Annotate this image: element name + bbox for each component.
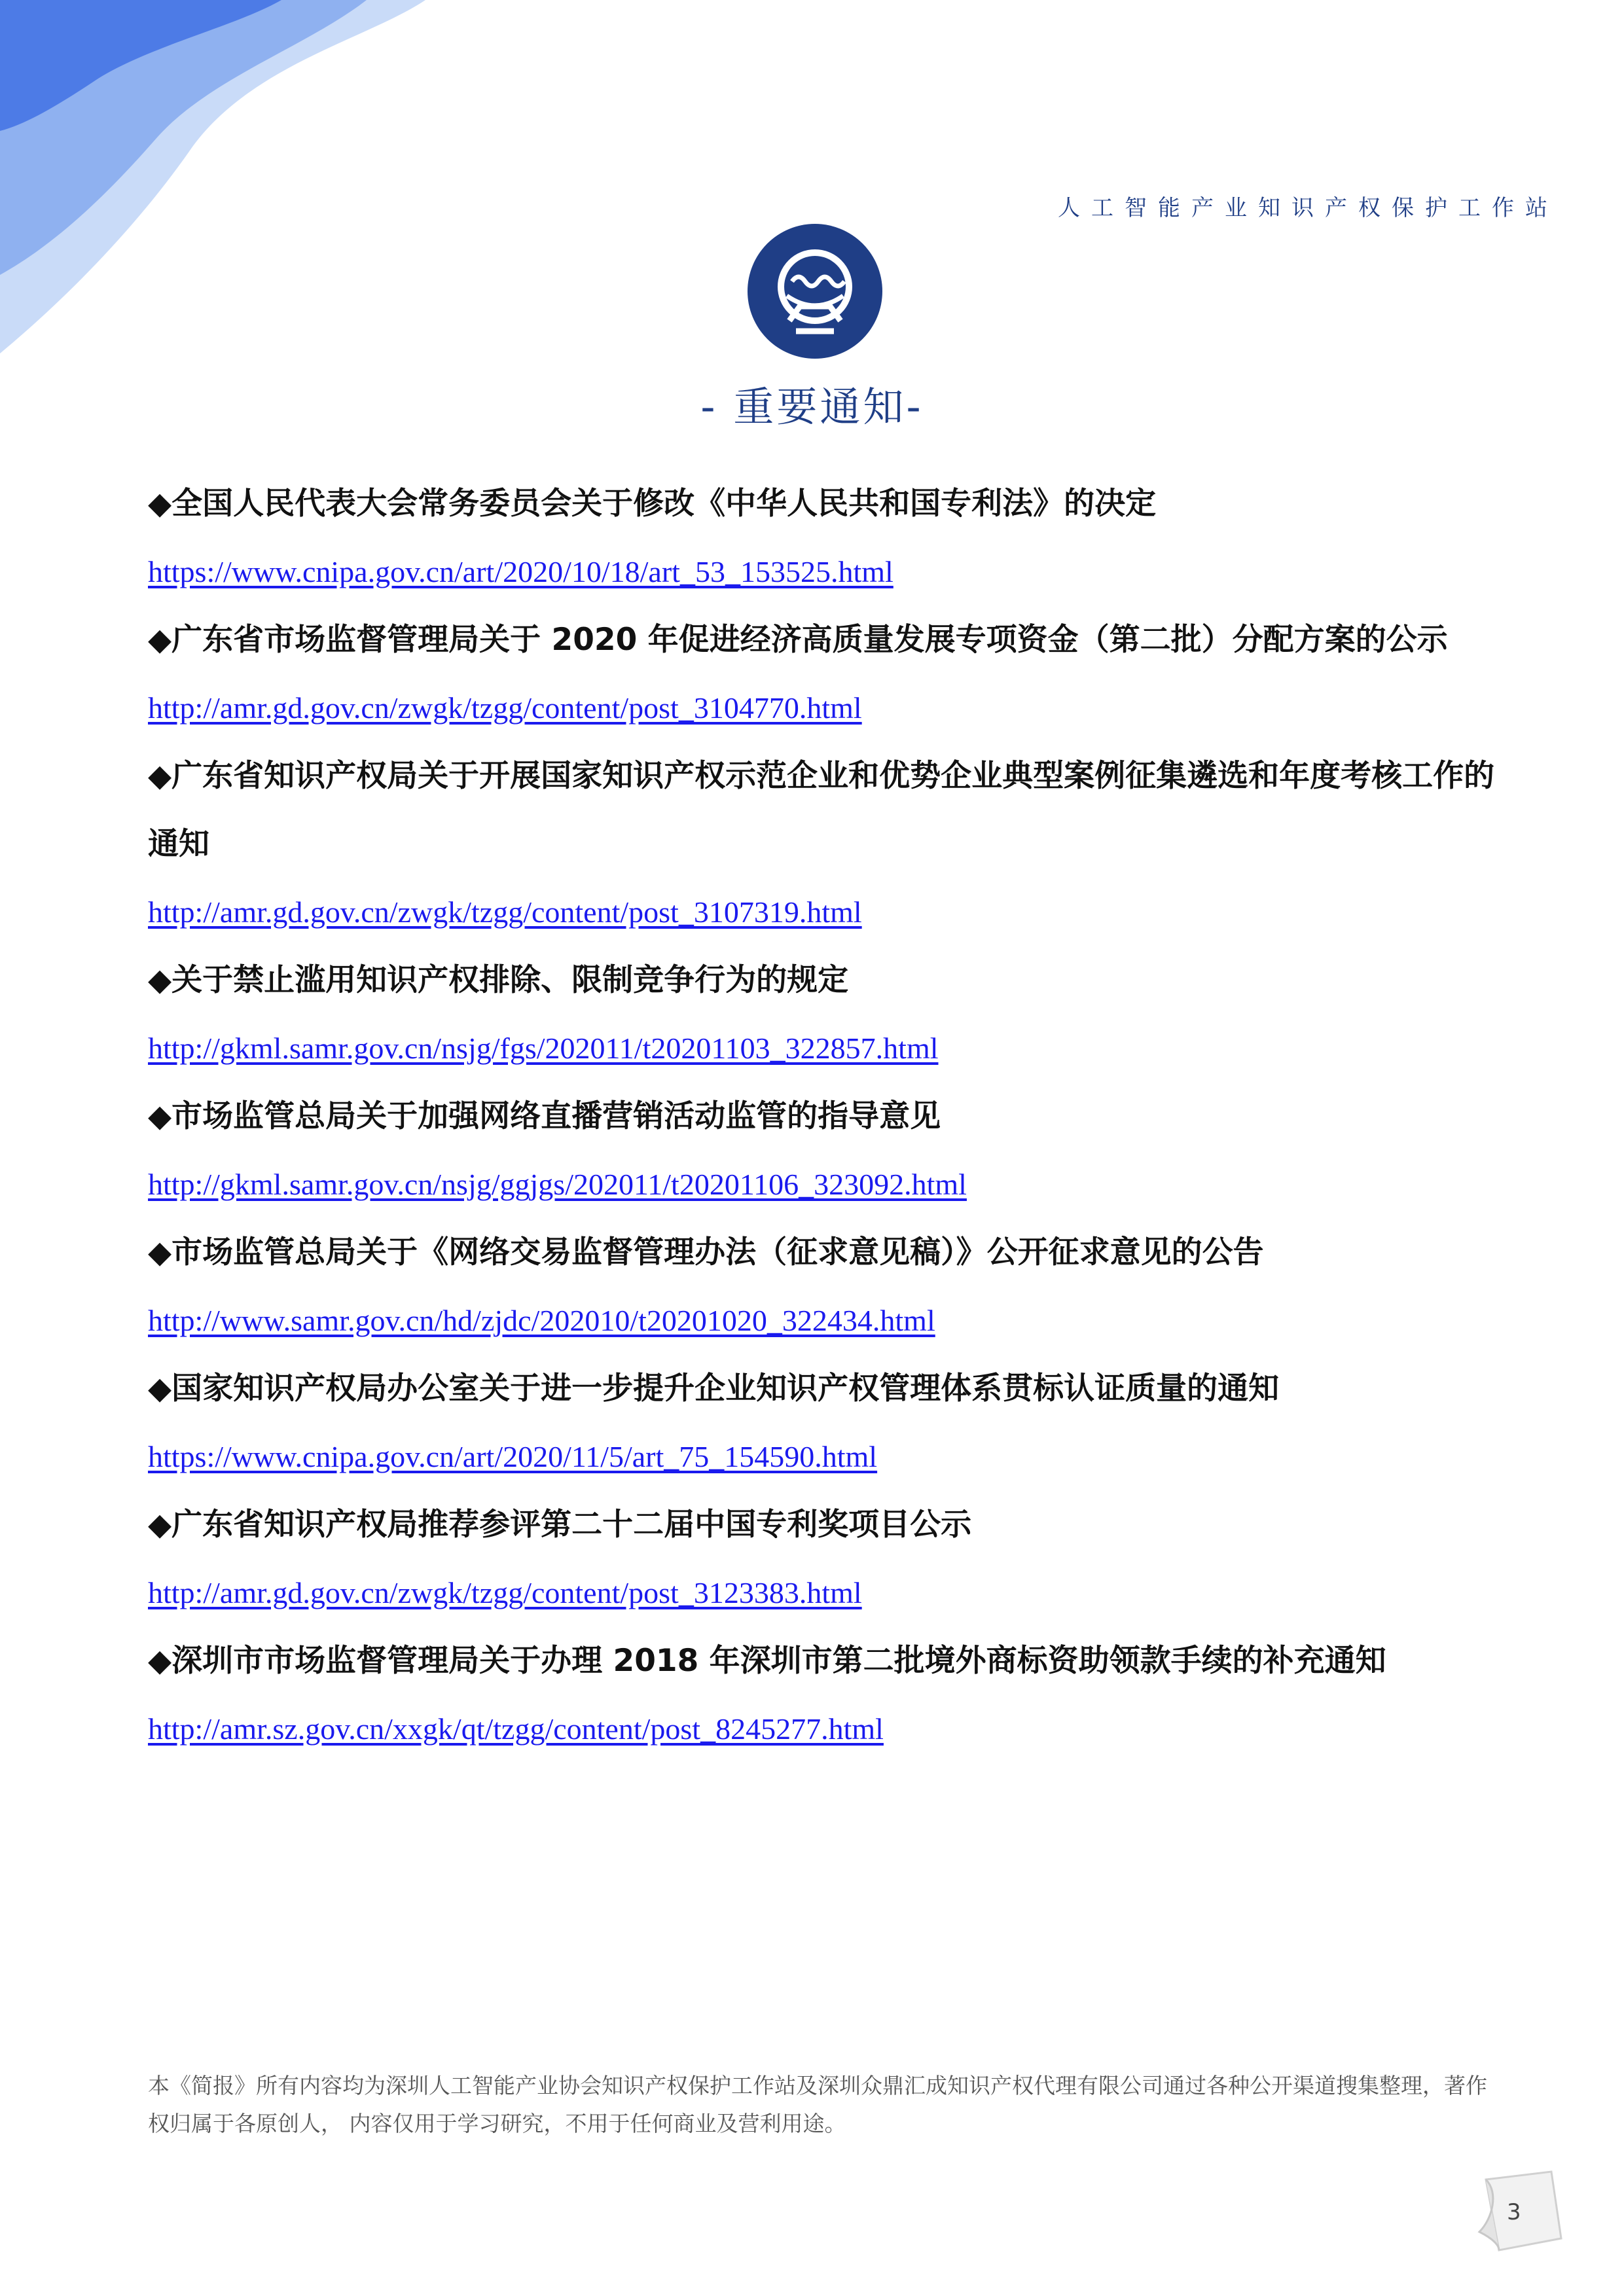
notice-link[interactable]: http://amr.gd.gov.cn/zwgk/tzgg/content/post_3107319.html (148, 895, 862, 929)
notice-link[interactable]: http://gkml.samr.gov.cn/nsjg/fgs/202011/t20201103_322857.html (148, 1031, 939, 1065)
notice-link[interactable]: http://gkml.samr.gov.cn/nsjg/ggjgs/202011/t20201106_323092.html (148, 1168, 967, 1201)
notice-title: ◆国家知识产权局办公室关于进一步提升企业知识产权管理体系贯标认证质量的通知 (148, 1371, 1280, 1407)
notice-title: ◆市场监管总局关于加强网络直播营销活动监管的指导意见 (148, 1098, 941, 1134)
notice-list (148, 470, 1496, 1763)
notice-link[interactable]: http://amr.sz.gov.cn/xxgk/qt/tzgg/content/post_8245277.html (148, 1712, 884, 1746)
notice-link[interactable]: http://www.samr.gov.cn/hd/zjdc/202010/t20201020_322434.html (148, 1304, 935, 1337)
section-title: - 重要通知- (700, 383, 924, 431)
footer-disclaimer: 本《简报》所有内容均为深圳人工智能产业协会知识产权保护工作站及深圳众鼎汇成知识产权代理有限公司通过各种公开渠道搜集整理，著作权归属于各原创人， 内容仅用于学习研究，不用于任何商业及营利用途。 (148, 2073, 1487, 2136)
notice-link[interactable]: https://www.cnipa.gov.cn/art/2020/10/18/art_53_153525.html (148, 555, 893, 588)
notice-item (148, 1627, 1496, 1763)
notice-title: ◆广东省市场监督管理局关于 2020 年促进经济高质量发展专项资金（第二批）分配方案的公示 (148, 622, 1448, 658)
organization-logo-icon (746, 223, 884, 360)
page-curl-icon (1473, 2166, 1571, 2258)
notice-link[interactable]: https://www.cnipa.gov.cn/art/2020/11/5/art_75_154590.html (148, 1440, 878, 1473)
notice-title: ◆全国人民代表大会常务委员会关于修改《中华人民共和国专利法》的决定 (148, 486, 1157, 522)
notice-title: ◆广东省知识产权局关于开展国家知识产权示范企业和优势企业典型案例征集遴选和年度考核工作的通知 (148, 758, 1495, 862)
notice-item (148, 470, 1496, 606)
notice-title: ◆深圳市市场监督管理局关于办理 2018 年深圳市第二批境外商标资助领款手续的补充通知 (148, 1643, 1386, 1679)
notice-item (148, 1219, 1496, 1355)
page-number: 3 (1507, 2199, 1521, 2225)
notice-link[interactable]: http://amr.gd.gov.cn/zwgk/tzgg/content/post_3104770.html (148, 691, 862, 725)
organization-name: 人工智能产业知识产权保护工作站 (1058, 195, 1559, 221)
notice-title: ◆广东省知识产权局推荐参评第二十二届中国专利奖项目公示 (148, 1507, 972, 1543)
notice-title: ◆市场监管总局关于《网络交易监督管理办法（征求意见稿）》公开征求意见的公告 (148, 1234, 1264, 1270)
notice-link[interactable]: http://amr.gd.gov.cn/zwgk/tzgg/content/post_3123383.html (148, 1576, 862, 1609)
notice-item (148, 946, 1496, 1083)
notice-title: ◆关于禁止滥用知识产权排除、限制竞争行为的规定 (148, 962, 849, 998)
corner-wave-decoration (0, 0, 458, 367)
notice-item (148, 1355, 1496, 1491)
notice-item (148, 1491, 1496, 1627)
notice-item (148, 1083, 1496, 1219)
notice-item (148, 742, 1496, 946)
notice-item (148, 606, 1496, 742)
